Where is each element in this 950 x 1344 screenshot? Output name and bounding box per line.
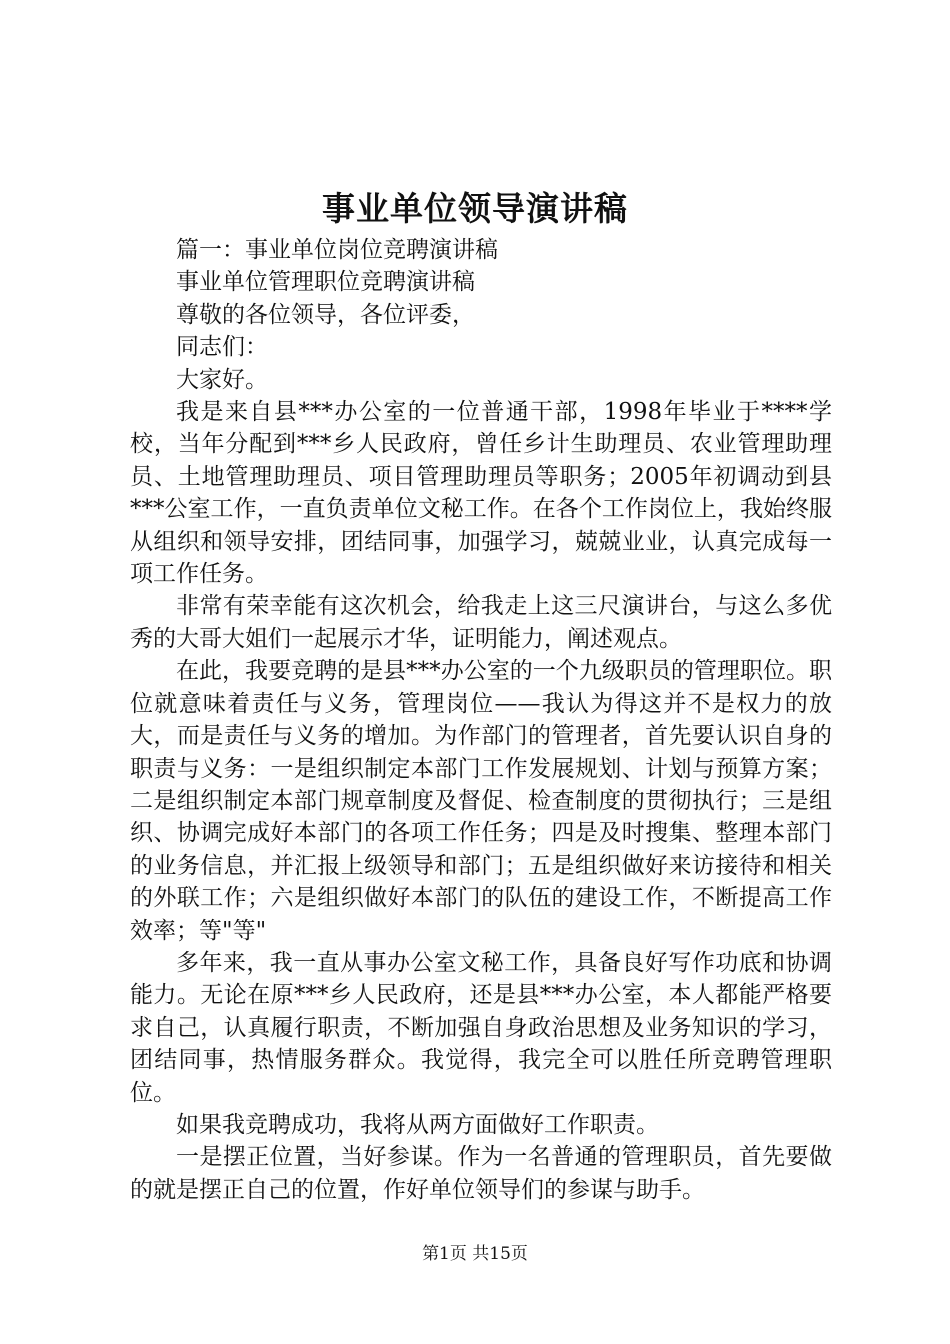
document-body bbox=[130, 234, 832, 1206]
paragraph: 我是来自县***办公室的一位普通干部，1998年毕业于****学校，当年分配到***乡人民政府，曾任乡计生助理员、农业管理助理员、土地管理助理员、项目管理助理员等职务；2005年初调动到县***公室工作，一直负责单位文秘工作。在各个工作岗位上，我始终服从组织和领导安排，团结同事，加强学习，兢兢业业，认真完成每一项工作任务。 bbox=[130, 399, 832, 588]
page-footer: 第1页 共15页 bbox=[422, 1244, 528, 1264]
paragraph: 非常有荣幸能有这次机会，给我走上这三尺演讲台，与这么多优秀的大哥大姐们一起展示才华，证明能力，阐述观点。 bbox=[130, 593, 832, 652]
paragraph: 多年来，我一直从事办公室文秘工作，具备良好写作功底和协调能力。无论在原***乡人民政府，还是县***办公室，本人都能严格要求自己，认真履行职责，不断加强自身政治思想及业务知识的学习，团结同事，热情服务群众。我觉得，我完全可以胜任所竞聘管理职位。 bbox=[130, 949, 832, 1106]
paragraph: 篇一：事业单位岗位竞聘演讲稿 bbox=[176, 237, 498, 263]
paragraph: 在此，我要竞聘的是县***办公室的一个九级职员的管理职位。职位就意味着责任与义务，管理岗位——我认为得这并不是权力的放大，而是责任与义务的增加。为作部门的管理者，首先要认识自身的职责与义务：一是组织制定本部门工作发展规划、计划与预算方案；二是组织制定本部门规章制度及督促、检查制度的贯彻执行；三是组织、协调完成好本部门的各项工作任务；四是及时搜集、整理本部门的业务信息，并汇报上级领导和部门；五是组织做好来访接待和相关的外联工作；六是组织做好本部门的队伍的建设工作，不断提高工作效率；等"等" bbox=[130, 658, 832, 944]
paragraph: 如果我竞聘成功，我将从两方面做好工作职责。 bbox=[176, 1111, 659, 1138]
paragraph: 一是摆正位置，当好参谋。作为一名普通的管理职员，首先要做的就是摆正自己的位置，作好单位领导们的参谋与助手。 bbox=[130, 1144, 832, 1203]
paragraph: 同志们： bbox=[176, 334, 268, 361]
paragraph: 大家好。 bbox=[176, 366, 268, 393]
document-title: 事业单位领导演讲稿 bbox=[322, 189, 628, 228]
paragraph: 事业单位管理职位竞聘演讲稿 bbox=[176, 269, 475, 296]
paragraph: 尊敬的各位领导，各位评委， bbox=[176, 301, 475, 328]
